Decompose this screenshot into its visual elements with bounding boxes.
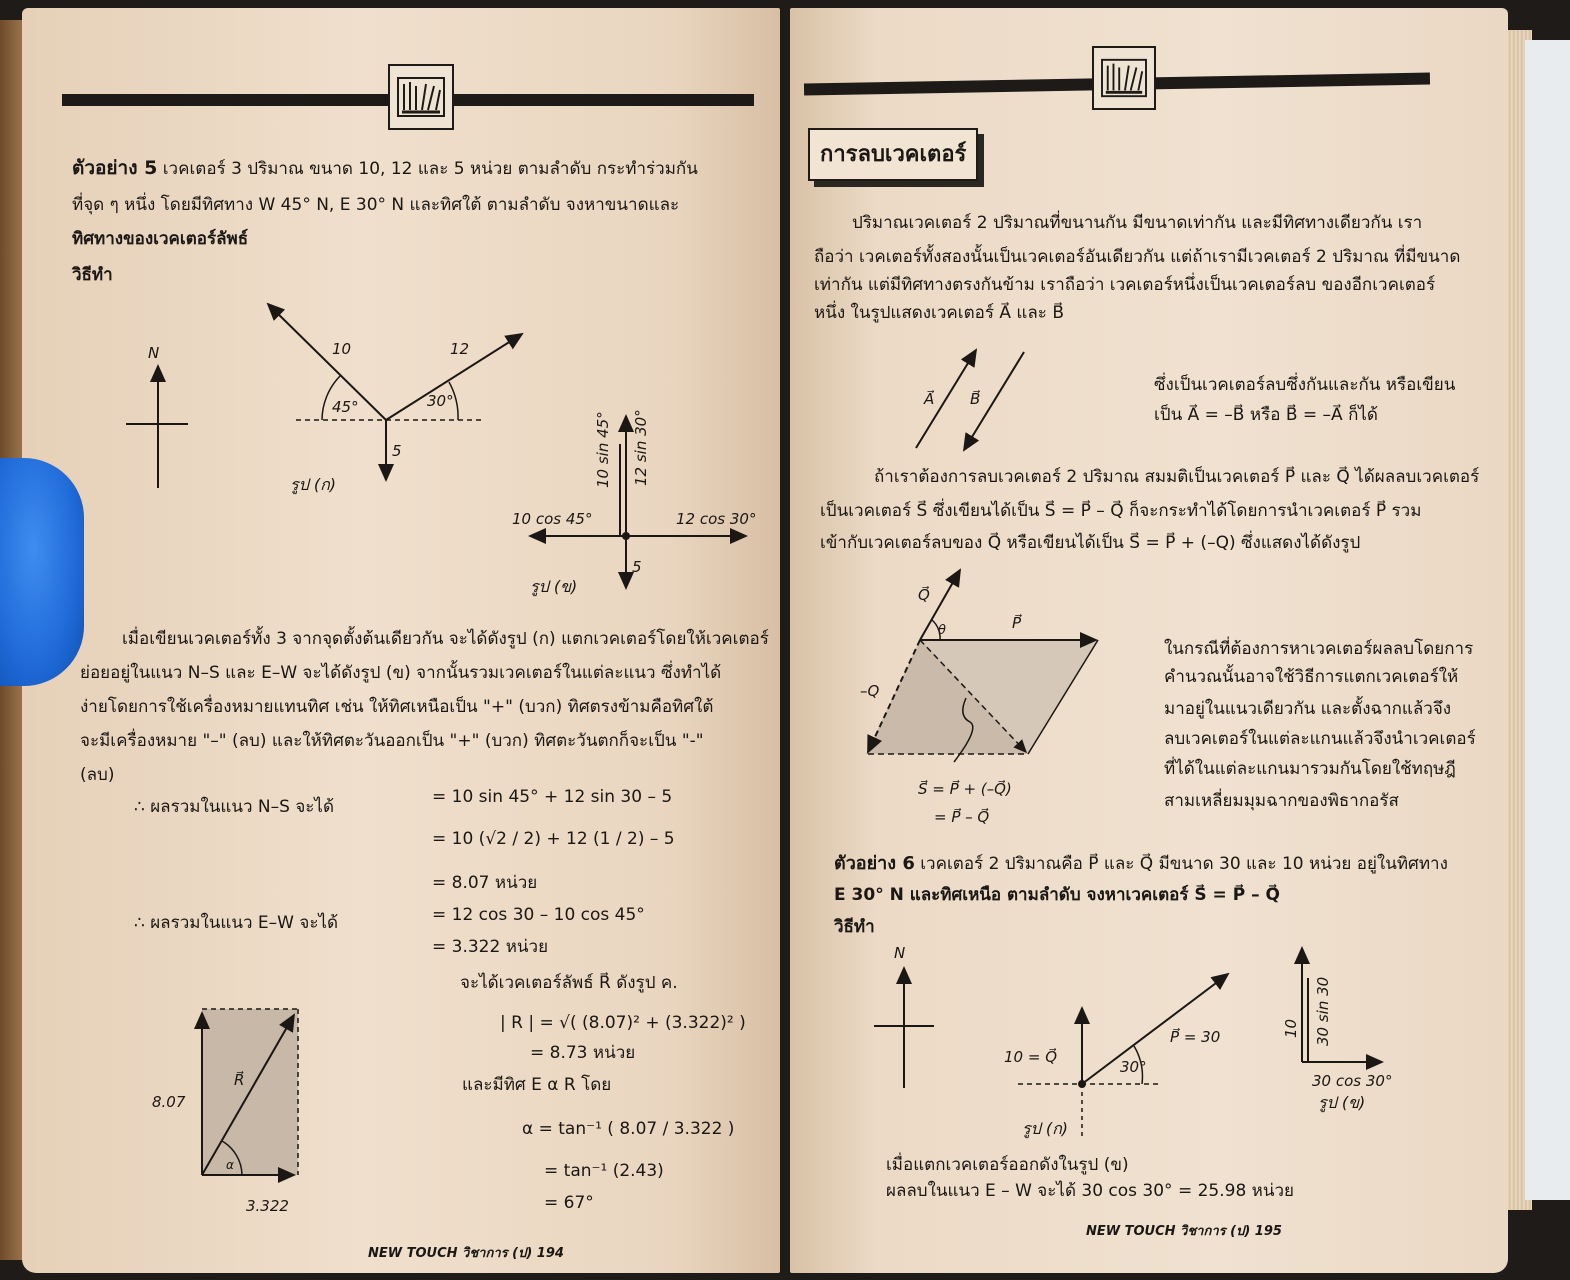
fig2-negq-label: –Q (860, 682, 880, 700)
fig3-angle-30: 30° (1120, 1058, 1147, 1076)
fig-a-north-label: N (148, 344, 160, 362)
intro-line-3: เท่ากัน แต่มีทิศทางตรงกันข้าม เราถือว่า เวคเตอร์หนึ่งเป็นเวคเตอร์ลบ ของอีกเวคเตอร์ (814, 275, 1436, 295)
example-6-text-1: เวคเตอร์ 2 ปริมาณคือ P⃗ และ Q⃗ มีขนาด 30 และ 10 หน่วย อยู่ในทิศทาง (920, 854, 1448, 874)
intro-line-1: ปริมาณเวคเตอร์ 2 ปริมาณที่ขนานกัน มีขนาดเท่ากัน และมีทิศทางเดียวกัน เรา (852, 213, 1423, 233)
fig-b-label-c1: 10 cos 45° (512, 510, 593, 528)
intro-line-4: หนึ่ง ในรูปแสดงเวคเตอร์ A⃗ และ B⃗ (814, 303, 1064, 323)
fig-b-label-5: 5 (632, 558, 642, 576)
example-6-line-2: E 30° N และทิศเหนือ ตามลำดับ จงหาเวคเตอร์ S⃗ = P⃗ – Q⃗ (834, 885, 1280, 905)
ns-eq-2: = 10 (√2 / 2) + 12 (1 / 2) – 5 (432, 829, 675, 849)
fig4-label-s30: 30 sin 30 (1314, 976, 1332, 1046)
fig-c-alpha: α (226, 1158, 234, 1172)
sub-para-2: เป็นเวคเตอร์ S⃗ ซึ่งเขียนได้เป็น S⃗ = P⃗ – Q⃗ ก็จะกระทำได้โดยการนำเวคเตอร์ P⃗ รวม (820, 501, 1422, 521)
fig-b-caption: รูป (ข) (530, 577, 578, 596)
resultant-value: = 8.73 หน่วย (530, 1043, 636, 1063)
fig-c-bottom-label: 3.322 (246, 1197, 289, 1215)
neg-note-2: เป็น A⃗ = –B⃗ หรือ B⃗ = –A⃗ ก็ได้ (1154, 405, 1378, 425)
side-note-4: ลบเวคเตอร์ในแต่ละแกนแล้วจึงนำเวคเตอร์ (1164, 729, 1476, 749)
ns-eq-3: = 8.07 หน่วย (432, 873, 538, 893)
para-line-5: (ลบ) (80, 765, 115, 785)
fig-a-label-12: 12 (450, 340, 470, 358)
after-line: เมื่อแตกเวคเตอร์ออกดังในรูป (ข) (886, 1155, 1129, 1175)
fig-a-caption: รูป (ก) (290, 475, 337, 494)
example-line-3: ทิศทางของเวคเตอร์ลัพธ์ (72, 229, 249, 249)
ns-eq-1: = 10 sin 45° + 12 sin 30 – 5 (432, 787, 673, 807)
fig-b-label-c2: 12 cos 30° (676, 510, 757, 528)
neg-note-1: ซึ่งเป็นเวคเตอร์ลบซึ่งกันและกัน หรือเขียน (1154, 375, 1456, 395)
alpha-eq-1: α = tan⁻¹ ( 8.07 / 3.322 ) (522, 1119, 735, 1139)
para-line-3: ง่ายโดยการใช้เครื่องหมายแทนทิศ เช่น ให้ทิศเหนือเป็น "+" (บวก) ทิศตรงข้ามคือทิศใต้ (80, 697, 714, 717)
right-page (790, 8, 1508, 1273)
fig1-a-label: A⃗ (924, 390, 935, 408)
fig-a-angle-30: 30° (427, 392, 454, 410)
left-footer: NEW TOUCH วิชาการ (ป) 194 (368, 1246, 564, 1261)
right-footer: NEW TOUCH วิชาการ (ป) 195 (1086, 1224, 1282, 1239)
fig2-s-eq-2: = P⃗ – Q⃗ (934, 808, 990, 826)
para-line-4: จะมีเครื่องหมาย "–" (ลบ) และให้ทิศตะวันออกเป็น "+" (บวก) ทิศตะวันตกก็จะเป็น "-" (80, 731, 704, 751)
fig2-theta: θ (938, 623, 946, 638)
fig3-caption: รูป (ก) (1022, 1119, 1069, 1138)
fig3-north-label: N (894, 944, 906, 962)
method-label: วิธีทำ (72, 265, 113, 285)
para-line-1: เมื่อเขียนเวคเตอร์ทั้ง 3 จากจุดตั้งต้นเดียวกัน จะได้ดังรูป (ก) แตกเวคเตอร์โดยให้เวคเตอร์ (122, 629, 769, 649)
fig3-p-label: P⃗ = 30 (1170, 1028, 1221, 1046)
side-note-5: ที่ได้ในแต่ละแกนมารวมกันโดยใช้ทฤษฎี (1164, 759, 1456, 779)
blue-eraser-object (0, 458, 84, 686)
fig-b-label-s2: 12 sin 30° (632, 409, 650, 486)
fig4-caption: รูป (ข) (1318, 1093, 1366, 1112)
side-note-1: ในกรณีที่ต้องการหาเวคเตอร์ผลลบโดยการ (1164, 639, 1474, 659)
fig2-q-label: Q⃗ (918, 586, 930, 604)
fig2-s-eq-1: S⃗ = P⃗ + (–Q⃗) (918, 780, 1012, 798)
ew-eq-2: = 3.322 หน่วย (432, 937, 549, 957)
fig-a-angle-45: 45° (332, 398, 359, 416)
example-6-label: ตัวอย่าง 6 (834, 853, 915, 874)
fig-a-label-5: 5 (392, 442, 402, 460)
example-line-1: เวคเตอร์ 3 ปริมาณ ขนาด 10, 12 และ 5 หน่วย ตามลำดับ กระทำร่วมกัน (162, 159, 698, 179)
resultant-line: จะได้เวคเตอร์ลัพธ์ R⃗ ดังรูป ค. (460, 973, 678, 993)
side-note-2: คำนวณนั้นอาจใช้วิธีการแตกเวคเตอร์ให้ (1164, 667, 1459, 687)
fig3-q-label: 10 = Q⃗ (1004, 1048, 1057, 1066)
example-6-line-1 (834, 854, 1448, 874)
ns-sum-label: ∴ ผลรวมในแนว N–S จะได้ (134, 797, 335, 817)
alpha-eq-2: = tan⁻¹ (2.43) (544, 1161, 664, 1181)
example-line-2: ที่จุด ๆ หนึ่ง โดยมีทิศทาง W 45° N, E 30° N และทิศใต้ ตามลำดับ จงหาขนาดและ (72, 195, 680, 215)
fig-b-label-s1: 10 sin 45° (594, 411, 612, 488)
fig-c-r-label: R⃗ (234, 1071, 245, 1089)
fig4-label-10: 10 (1282, 1018, 1300, 1038)
side-note-6: สามเหลี่ยมมุมฉากของพิธากอรัส (1164, 791, 1399, 811)
para-line-2: ย่อยอยู่ในแนว N–S และ E–W จะได้ดังรูป (ข) จากนั้นรวมเวคเตอร์ในแต่ละแนว ซึ่งทำได้ (80, 663, 722, 683)
ew-sum-label: ∴ ผลรวมในแนว E–W จะได้ (134, 913, 339, 933)
right-method-label: วิธีทำ (834, 917, 875, 937)
direction-line: และมีทิศ E α R โดย (462, 1075, 612, 1095)
section-title: การลบเวคเตอร์ (808, 128, 978, 181)
figure-a-vectors (22, 8, 780, 648)
resultant-magnitude: | R | = √( (8.07)² + (3.322)² ) (500, 1013, 746, 1033)
ew-eq-1: = 12 cos 30 – 10 cos 45° (432, 905, 645, 925)
intro-line-2: ถือว่า เวคเตอร์ทั้งสองนั้นเป็นเวคเตอร์อันเดียวกัน แต่ถ้าเรามีเวคเตอร์ 2 ปริมาณ ที่มีขนาด (814, 247, 1461, 267)
fig2-p-label: P⃗ (1012, 614, 1022, 632)
alpha-eq-3: = 67° (544, 1193, 594, 1213)
side-note-3: มาอยู่ในแนวเดียวกัน และตั้งฉากแล้วจึง (1164, 699, 1452, 719)
ew-difference-line: ผลลบในแนว E – W จะได้ 30 cos 30° = 25.98 หน่วย (886, 1181, 1295, 1201)
sub-para-1: ถ้าเราต้องการลบเวคเตอร์ 2 ปริมาณ สมมติเป็นเวคเตอร์ P⃗ และ Q⃗ ได้ผลลบเวคเตอร์ (874, 467, 1480, 487)
fig-c-side-label: 8.07 (152, 1093, 186, 1111)
left-page (22, 8, 780, 1273)
back-cover (1525, 40, 1570, 1200)
fig-a-label-10: 10 (332, 340, 352, 358)
figure-c-resultant (142, 993, 342, 1233)
sub-para-3: เข้ากับเวคเตอร์ลบของ Q⃗ หรือเขียนได้เป็น S⃗ = P⃗ + (–Q) ซึ่งแสดงได้ดังรูป (820, 533, 1361, 553)
example-label: ตัวอย่าง 5 (72, 157, 158, 179)
fig1-b-label: B⃗ (970, 390, 981, 408)
fig4-label-c30: 30 cos 30° (1312, 1072, 1393, 1090)
